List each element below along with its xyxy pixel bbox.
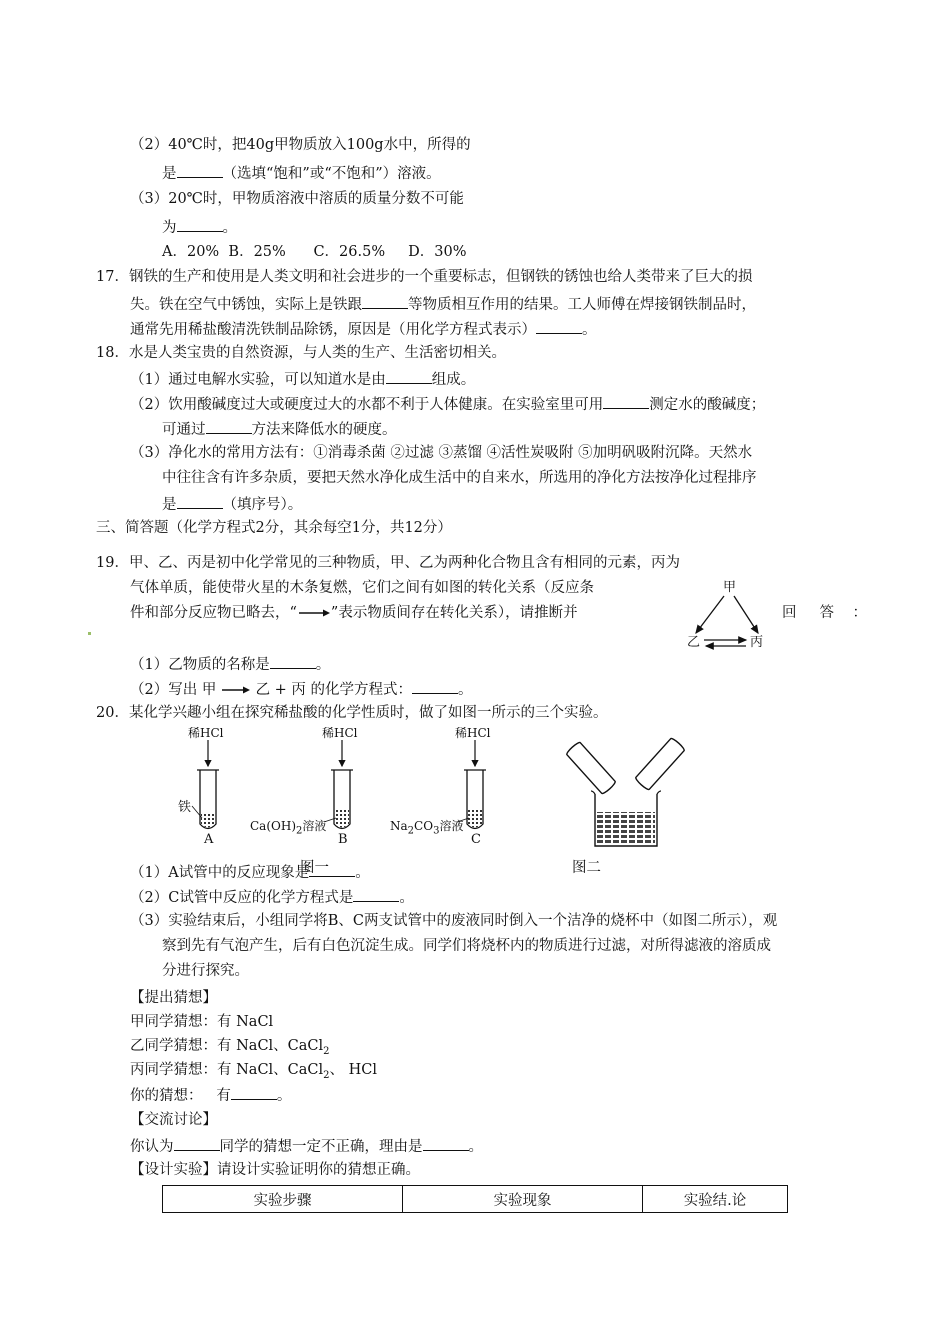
tube-a-label: A xyxy=(204,832,214,847)
guess-yi: 乙同学猜想：有 NaCl、CaCl$_2$ xyxy=(130,1038,330,1057)
reagent-label-b: 稀HCl xyxy=(322,726,358,740)
answer-blank[interactable] xyxy=(174,1135,220,1151)
q16-p3-line2: 为 。 xyxy=(162,216,237,238)
q19-line1: 19．甲、乙、丙是初中化学常见的三种物质，甲、乙为两种化合物且含有相同的元素，丙为 xyxy=(96,555,680,571)
figure1-caption: 图一 xyxy=(300,860,329,876)
table-header-phenomena: 实验现象 xyxy=(403,1186,643,1213)
reagent-label-a: 稀HCl xyxy=(188,726,224,740)
q18-p3-line3: 是 （填序号）。 xyxy=(162,493,302,515)
tube-c-side-label: $Na_2CO_3$溶液 xyxy=(390,819,464,837)
q18-line1: 18．水是人类宝贵的自然资源，与人类的生产、生活密切相关。 xyxy=(96,345,506,361)
figure2-caption: 图二 xyxy=(572,860,601,876)
q18-p2-line1: （2）饮用酸碱度过大或硬度过大的水都不利于人体健康。在实验室里可用 测定水的酸碱度； xyxy=(130,393,765,415)
discuss-line: 你认为 同学的猜想一定不正确，理由是 。 xyxy=(130,1135,483,1157)
heading-discuss: 【交流讨论】 xyxy=(130,1112,217,1128)
q19-line3: 件和部分反应物已略去，“ ”表示物质间存在转化关系），请推断并 xyxy=(130,605,578,621)
guess-jia: 甲同学猜想：有 NaCl xyxy=(130,1014,274,1030)
answer-blank[interactable] xyxy=(206,418,252,434)
q16-p2-line1: （2）40℃时，把40g甲物质放入100g水中，所得的 xyxy=(130,137,471,153)
answer-blank[interactable] xyxy=(423,1135,469,1151)
answer-blank[interactable] xyxy=(177,216,223,232)
experiment-table xyxy=(162,1185,788,1213)
q19-line2: 气体单质，能使带火星的木条复燃，它们之间有如图的转化关系（反应条 xyxy=(130,580,594,596)
answer-blank[interactable] xyxy=(177,493,223,509)
q20-p3-line3: 分进行探究。 xyxy=(162,963,249,979)
q20-line1: 20．某化学兴趣小组在探究稀盐酸的化学性质时，做了如图一所示的三个实验。 xyxy=(96,705,608,721)
q16-options: A．20% B．25% C．26.5% D．30% xyxy=(162,244,467,260)
q20-p3-line2: 察到先有气泡产生，后有白色沉淀生成。同学们将烧杯内的物质进行过滤，对所得滤液的溶质成 xyxy=(162,938,771,954)
tube-b-label: B xyxy=(338,832,348,847)
guess-you: 你的猜想： 有 。 xyxy=(130,1084,291,1106)
q16-p3-line1: （3）20℃时，甲物质溶液中溶质的质量分数不可能 xyxy=(130,191,464,207)
q19-p2: （2）写出 甲 乙 + 丙 的化学方程式： 。 xyxy=(130,678,473,700)
table-header-conclusion: 实验结.论 xyxy=(643,1186,788,1213)
tube-c-label: C xyxy=(471,832,481,847)
q17-line1: 17．钢铁的生产和使用是人类文明和社会进步的一个重要标志，但钢铁的锈蚀也给人类带来了巨大的损 xyxy=(96,269,753,285)
q18-p3-line1: （3）净化水的常用方法有：①消毒杀菌 ②过滤 ③蒸馏 ④活性炭吸附 ⑤加明矾吸附沉降。天然水 xyxy=(130,445,753,461)
q20-p1: （1）A试管中的反应现象是 。 xyxy=(130,861,370,883)
answer-blank[interactable] xyxy=(603,393,649,409)
tube-b-side-label: $Ca(OH)_2$溶液 xyxy=(250,819,327,837)
q20-p2: （2）C试管中反应的化学方程式是 。 xyxy=(130,886,414,908)
reagent-label-c: 稀HCl xyxy=(455,726,491,740)
design-line: 【设计实验】请设计实验证明你的猜想正确。 xyxy=(130,1162,420,1178)
q19-line3-tail: 回 答 ： xyxy=(782,605,867,621)
answer-blank[interactable] xyxy=(177,162,223,178)
q19-p1: （1）乙物质的名称是 。 xyxy=(130,653,330,675)
arrow-icon xyxy=(297,608,331,618)
table-header-steps: 实验步骤 xyxy=(163,1186,403,1213)
q18-p3-line2: 中往往含有许多杂质，要把天然水净化成生活中的自来水，所选用的净化方法按净化过程排序 xyxy=(162,470,757,486)
q16-p2-line2: 是 （选填“饱和”或“不饱和”）溶液。 xyxy=(162,162,441,184)
diagram-label-jia: 甲 xyxy=(723,580,737,595)
heading-guess: 【提出猜想】 xyxy=(130,990,217,1006)
heading-design: 【设计实验】 xyxy=(130,1162,217,1178)
answer-blank[interactable] xyxy=(270,653,316,669)
arrow-icon xyxy=(221,685,251,695)
diagram-label-yi: 乙 xyxy=(687,635,701,650)
q17-line2: 失。铁在空气中锈蚀，实际上是铁跟 等物质相互作用的结果。工人师傅在焊接钢铁制品时， xyxy=(130,293,756,315)
q17-line3: 通常先用稀盐酸清洗铁制品除锈，原因是（用化学方程式表示） 。 xyxy=(130,318,597,340)
answer-blank[interactable] xyxy=(231,1084,277,1100)
stray-dot xyxy=(88,632,91,635)
answer-blank[interactable] xyxy=(353,886,399,902)
answer-blank[interactable] xyxy=(536,318,582,334)
q20-p3-line1: （3）实验结束后，小组同学将B、C两支试管中的废液同时倒入一个洁净的烧杯中（如图二所示），观 xyxy=(130,913,778,929)
answer-blank[interactable] xyxy=(386,368,432,384)
beaker-figure xyxy=(565,740,685,850)
answer-blank[interactable] xyxy=(412,678,458,694)
q18-p2-line2: 可通过 方法来降低水的硬度。 xyxy=(162,418,397,440)
section-heading: 三、简答题（化学方程式2分，其余每空1分，共12分） xyxy=(96,520,452,536)
q18-p1: （1）通过电解水实验，可以知道水是由 组成。 xyxy=(130,368,475,390)
diagram-label-bing: 丙 xyxy=(750,635,764,650)
answer-blank[interactable] xyxy=(362,293,408,309)
guess-bing: 丙同学猜想：有 NaCl、CaCl$_2$、 HCl xyxy=(130,1062,378,1081)
tube-a-side-label: 铁 xyxy=(178,800,192,815)
